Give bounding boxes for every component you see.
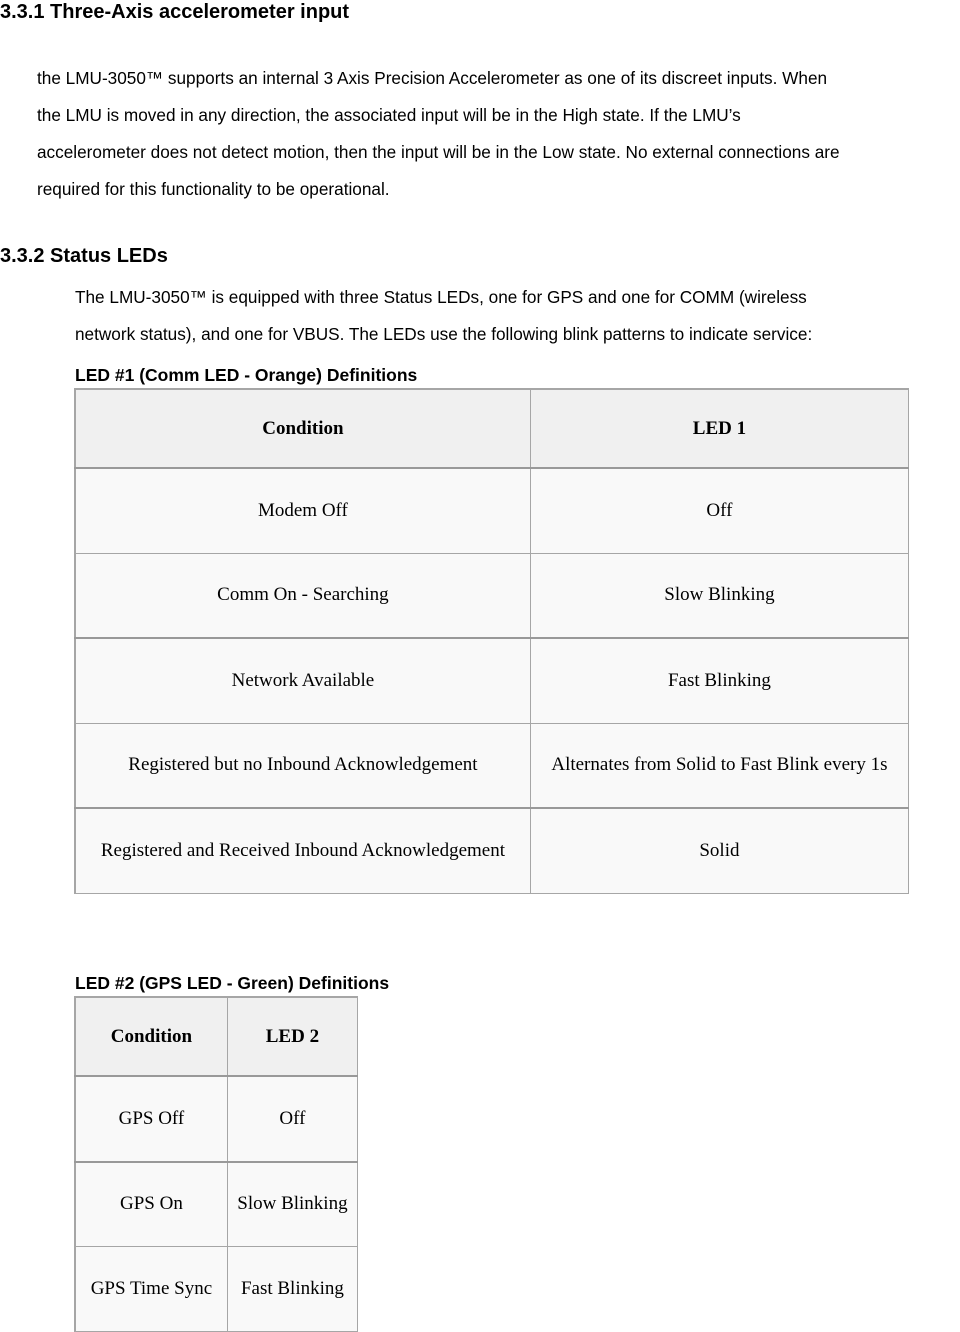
paragraph-line: the LMU is moved in any direction, the associated input will be in the High state. If the LMU’s xyxy=(37,105,741,125)
table-row xyxy=(75,1162,358,1247)
led-state-cell: Slow Blinking xyxy=(530,553,908,638)
condition-cell: GPS Off xyxy=(75,1076,227,1162)
status-leds-paragraph xyxy=(75,279,812,353)
condition-cell: Registered but no Inbound Acknowledgement xyxy=(75,723,530,808)
led-state-cell: Fast Blinking xyxy=(530,638,908,723)
column-header-led2: LED 2 xyxy=(227,997,357,1076)
led2-definitions-table xyxy=(74,996,358,1332)
table-row xyxy=(75,1247,358,1332)
paragraph-line: accelerometer does not detect motion, then the input will be in the Low state. No external connections are xyxy=(37,142,840,162)
table-row xyxy=(75,468,909,553)
condition-cell: Comm On - Searching xyxy=(75,553,530,638)
paragraph-line: The LMU-3050™ is equipped with three Status LEDs, one for GPS and one for COMM (wireless xyxy=(75,287,807,307)
table-row xyxy=(75,1076,358,1162)
table-row xyxy=(75,723,909,808)
table-header-row xyxy=(75,389,909,468)
paragraph-line: required for this functionality to be operational. xyxy=(37,179,390,199)
column-header-condition: Condition xyxy=(75,389,530,468)
condition-cell: Network Available xyxy=(75,638,530,723)
condition-cell: Modem Off xyxy=(75,468,530,553)
condition-cell: Registered and Received Inbound Acknowledgement xyxy=(75,808,530,893)
led2-table-caption: LED #2 (GPS LED - Green) Definitions xyxy=(75,973,390,993)
accelerometer-paragraph xyxy=(37,60,840,208)
led1-definitions-table xyxy=(74,388,909,894)
condition-cell: GPS On xyxy=(75,1162,227,1247)
section-heading-accelerometer: 3.3.1 Three-Axis accelerometer input xyxy=(0,1,350,23)
table-row xyxy=(75,553,909,638)
led1-table-caption: LED #1 (Comm LED - Orange) Definitions xyxy=(75,365,418,385)
paragraph-line: the LMU-3050™ supports an internal 3 Axis Precision Accelerometer as one of its discreet inputs. When xyxy=(37,68,828,88)
table-header-row xyxy=(75,997,358,1076)
section-heading-status-leds: 3.3.2 Status LEDs xyxy=(0,245,168,267)
paragraph-line: network status), and one for VBUS. The LEDs use the following blink patterns to indicate service: xyxy=(75,324,813,344)
led-state-cell: Off xyxy=(530,468,908,553)
led-state-cell: Slow Blinking xyxy=(227,1162,357,1247)
column-header-led1: LED 1 xyxy=(530,389,908,468)
led-state-cell: Off xyxy=(227,1076,357,1162)
led-state-cell: Solid xyxy=(530,808,908,893)
condition-cell: GPS Time Sync xyxy=(75,1247,227,1332)
led-state-cell: Fast Blinking xyxy=(227,1247,357,1332)
led-state-cell: Alternates from Solid to Fast Blink every 1s xyxy=(530,723,908,808)
column-header-condition: Condition xyxy=(75,997,227,1076)
table-row xyxy=(75,808,909,893)
table-row xyxy=(75,638,909,723)
